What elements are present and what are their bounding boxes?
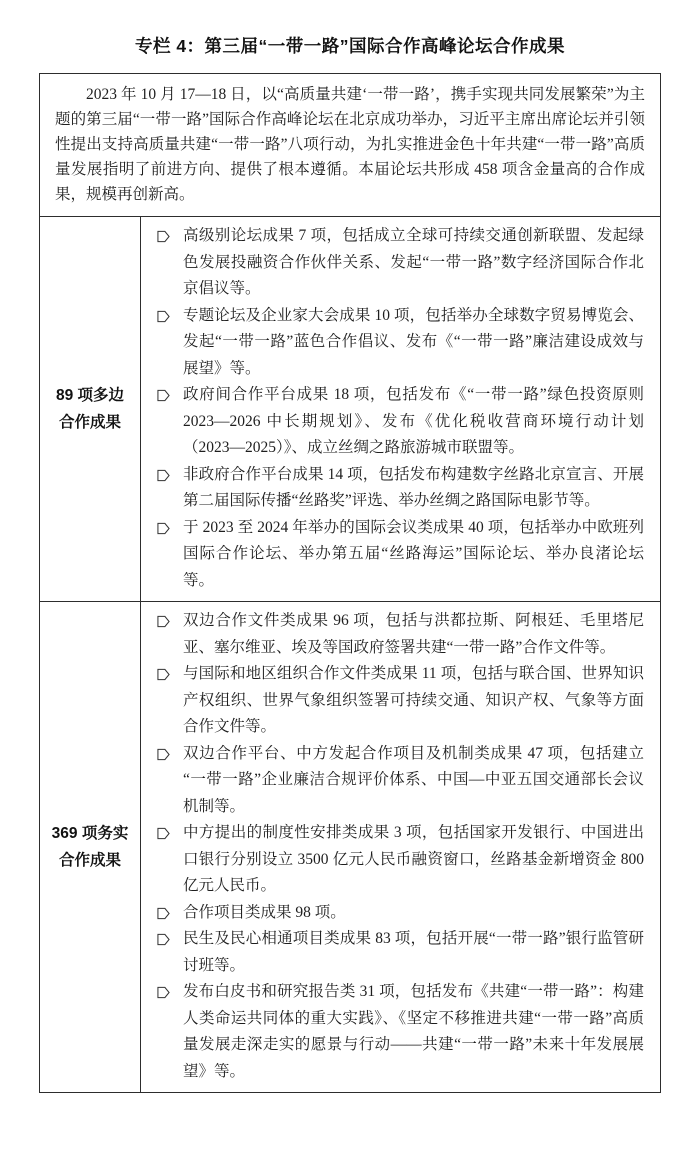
list-item bbox=[150, 926, 644, 979]
right-pentagon-bullet-icon bbox=[157, 522, 170, 535]
list-item bbox=[150, 462, 644, 515]
right-pentagon-bullet-icon bbox=[157, 615, 170, 628]
list-item bbox=[150, 303, 644, 383]
section-label-line1: 89 项多边 bbox=[55, 387, 125, 404]
list-item-text: 民生及民心相通项目类成果 83 项，包括开展“一带一路”银行监管研讨班等。 bbox=[183, 930, 644, 974]
right-pentagon-bullet-icon bbox=[157, 310, 170, 323]
list-item-text: 双边合作平台、中方发起合作项目及机制类成果 47 项，包括建立“一带一路”企业廉洁合规评价体系、中国—中亚五国交通部长会议机制等。 bbox=[183, 744, 644, 815]
list-item bbox=[150, 900, 644, 927]
right-pentagon-bullet-icon bbox=[157, 986, 170, 999]
list-item-text: 中方提出的制度性安排类成果 3 项，包括国家开发银行、中国进出口银行分别设立 3500 亿元人民币融资窗口，丝路基金新增资金 800 亿元人民币。 bbox=[183, 824, 644, 894]
section-content-practical bbox=[141, 602, 660, 1092]
section-label-line2: 合作成果 bbox=[58, 852, 121, 869]
section-content-multilateral bbox=[141, 217, 660, 601]
list-item-text: 高级别论坛成果 7 项，包括成立全球可持续交通创新联盟、发起绿色发展投融资合作伙伴关系、发起“一带一路”数字经济国际合作北京倡议等。 bbox=[183, 227, 644, 297]
section-label-multilateral bbox=[40, 217, 141, 601]
right-pentagon-bullet-icon bbox=[157, 748, 170, 761]
section-label-line2: 合作成果 bbox=[58, 414, 121, 431]
intro-paragraph: 2023 年 10 月 17—18 日，以“高质量共建‘一带一路’，携手实现共同发展繁荣”为主题的第三届“一带一路”国际合作高峰论坛在北京成功举办，习近平主席出席论坛并引领性提出支持高质量共建“一带一路”八项行动，为扎实推进金色十年共建“一带一路”高质量发展指明了前进方向、提供了根本遵循。本届论坛共形成 458 项含金量高的合作成果，规模再创新高。 bbox=[55, 86, 645, 203]
list-item bbox=[150, 979, 644, 1085]
list-item-text: 于 2023 至 2024 年举办的国际会议类成果 40 项，包括举办中欧班列国际合作论坛、举办第五届“丝路海运”国际论坛、举办良渚论坛等。 bbox=[183, 518, 644, 589]
section-label-practical bbox=[40, 602, 141, 1092]
list-item bbox=[150, 608, 644, 661]
list-item-text: 双边合作文件类成果 96 项，包括与洪都拉斯、阿根廷、毛里塔尼亚、塞尔维亚、埃及等国政府签署共建“一带一路”合作文件等。 bbox=[183, 612, 644, 656]
right-pentagon-bullet-icon bbox=[157, 389, 170, 402]
list-item bbox=[150, 515, 644, 595]
list-item bbox=[150, 661, 644, 741]
list-item-text: 政府间合作平台成果 18 项，包括发布《“一带一路”绿色投资原则 2023—2026 中长期规划》、发布《优化税收营商环境行动计划（2023—2025）》、成立丝绸之路旅游城市联盟等。 bbox=[183, 386, 644, 456]
list-item-text: 合作项目类成果 98 项。 bbox=[183, 903, 346, 921]
list-item bbox=[150, 741, 644, 821]
list-item-text: 发布白皮书和研究报告类 31 项，包括发布《共建“一带一路”：构建人类命运共同体的重大实践》、《坚定不移推进共建“一带一路”高质量发展走深走实的愿景与行动——共建“一带一路”未来十年发展展望》等。 bbox=[183, 983, 644, 1080]
right-pentagon-bullet-icon bbox=[157, 668, 170, 681]
intro-cell bbox=[40, 74, 660, 217]
right-pentagon-bullet-icon bbox=[157, 827, 170, 840]
summary-table bbox=[39, 73, 661, 1093]
page-title: 专栏 4：第三届“一带一路”国际合作高峰论坛合作成果 bbox=[134, 36, 566, 56]
section-row-multilateral bbox=[40, 217, 660, 602]
section-label-line1: 369 项务实 bbox=[51, 825, 129, 842]
list-item bbox=[150, 223, 644, 303]
list-item-text: 非政府合作平台成果 14 项，包括发布构建数字丝路北京宣言、开展第二届国际传播“丝路奖”评选、举办丝绸之路国际电影节等。 bbox=[183, 465, 644, 509]
right-pentagon-bullet-icon bbox=[157, 230, 170, 243]
right-pentagon-bullet-icon bbox=[157, 933, 170, 946]
right-pentagon-bullet-icon bbox=[157, 469, 170, 482]
list-item bbox=[150, 382, 644, 462]
list-item bbox=[150, 820, 644, 900]
section-row-practical bbox=[40, 602, 660, 1092]
right-pentagon-bullet-icon bbox=[157, 907, 170, 920]
list-item-text: 与国际和地区组织合作文件类成果 11 项，包括与联合国、世界知识产权组织、世界气象组织签署可持续交通、知识产权、气象等方面合作文件等。 bbox=[183, 665, 644, 735]
list-item-text: 专题论坛及企业家大会成果 10 项，包括举办全球数字贸易博览会、发起“一带一路”蓝色合作倡议、发布《“一带一路”廉洁建设成效与展望》等。 bbox=[183, 306, 644, 377]
